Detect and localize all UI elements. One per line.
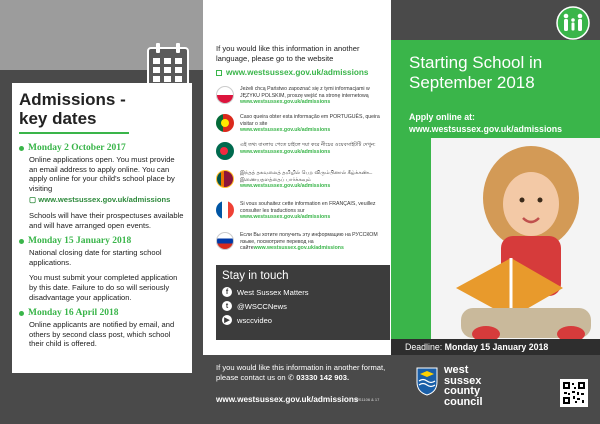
language-row bbox=[216, 86, 390, 106]
twitter-icon: t bbox=[222, 301, 232, 311]
facebook-icon: f bbox=[222, 287, 232, 297]
language-row bbox=[216, 232, 390, 252]
qr-code[interactable] bbox=[560, 379, 588, 407]
language-row-link[interactable]: www.westsussex.gov.uk/admissions bbox=[240, 148, 331, 155]
phone-number[interactable]: 03330 142 903. bbox=[296, 372, 350, 382]
language-row bbox=[216, 201, 390, 221]
key-date-extra: You must submit your completed application by this date. Failure to do so will seriously disadvantage your application. bbox=[29, 273, 178, 302]
deadline-label: Deadline: bbox=[405, 342, 443, 352]
link-icon bbox=[216, 70, 222, 76]
polish-flag-icon bbox=[216, 86, 234, 104]
key-date-text: Online applicants are notified by email, and others by second class post, which school their child is offered. bbox=[29, 320, 175, 349]
language-intro: If you would like this information in another language, please go to the website bbox=[216, 44, 360, 63]
key-date-text: National closing date for starting school applications. bbox=[29, 248, 162, 267]
language-text: Если Вы хотите получить эту информацию на РУССКОМ языке, посмотрите перевод на сайте bbox=[240, 232, 378, 252]
french-flag-icon bbox=[216, 201, 234, 219]
language-row-link[interactable]: www.westsussex.gov.uk/admissions bbox=[240, 214, 331, 221]
family-icon bbox=[556, 6, 590, 40]
key-dates-title-line1: Admissions - bbox=[19, 90, 126, 109]
key-date-item bbox=[19, 236, 184, 302]
key-date-item bbox=[19, 143, 184, 230]
council-logo bbox=[416, 363, 506, 413]
language-row bbox=[216, 114, 390, 134]
contact-text: If you would like this information in another format, please contact us on ✆ 03330 142 903. bbox=[216, 363, 386, 382]
stay-in-touch-box bbox=[216, 265, 390, 340]
language-text: Jeżeli chcą Państwo zapoznać się z tymi informacjami w JĘZYKU POLSKIM, proszę wejść na stronę internetową bbox=[240, 86, 370, 99]
language-row bbox=[216, 142, 390, 160]
footer-url[interactable]: www.westsussex.gov.uk/admissions bbox=[216, 395, 359, 404]
key-dates-title bbox=[19, 90, 129, 134]
council-name: west sussex county council bbox=[444, 364, 483, 408]
cover-title-line1: Starting School in bbox=[409, 53, 543, 72]
admissions-link[interactable]: ▢ www.westsussex.gov.uk/admissions bbox=[29, 195, 171, 205]
council-crest-icon bbox=[416, 366, 438, 396]
bottom-bar bbox=[203, 355, 600, 424]
bullet-icon bbox=[19, 239, 24, 244]
russian-flag-icon bbox=[216, 232, 234, 250]
language-row-link[interactable]: www.westsussex.gov.uk/admissions bbox=[240, 183, 331, 190]
apply-link[interactable]: www.westsussex.gov.uk/admissions bbox=[409, 124, 563, 134]
bangladesh-flag-icon bbox=[216, 142, 234, 160]
deadline-date: Monday 15 January 2018 bbox=[444, 342, 549, 352]
key-date-extra: Schools will have their prospectuses available and will have arranged open events. bbox=[29, 210, 184, 230]
key-date: Monday 15 January 2018 bbox=[28, 236, 132, 247]
cover-title-line2: September 2018 bbox=[409, 73, 535, 92]
language-row-link[interactable]: www.westsussex.gov.uk/admissions bbox=[240, 127, 331, 134]
bullet-icon bbox=[19, 311, 24, 316]
language-row-link[interactable]: www.westsussex.gov.uk/admissions bbox=[253, 245, 344, 252]
key-date-item bbox=[19, 308, 184, 349]
youtube-icon: ▶ bbox=[222, 315, 232, 325]
child-reading-photo bbox=[431, 138, 600, 345]
social-facebook[interactable]: f West Sussex Matters bbox=[222, 287, 384, 297]
language-row-link[interactable]: www.westsussex.gov.uk/admissions bbox=[240, 99, 331, 106]
portuguese-flag-icon bbox=[216, 114, 234, 132]
leaflet-code: WS1106 & 17 bbox=[355, 397, 380, 402]
phone-icon: ✆ bbox=[287, 372, 295, 382]
language-row bbox=[216, 170, 390, 190]
left-panel bbox=[0, 0, 203, 424]
apply-label: Apply online at: bbox=[409, 112, 475, 122]
language-link[interactable]: www.westsussex.gov.uk/admissions bbox=[216, 68, 368, 77]
bullet-icon bbox=[19, 146, 24, 151]
language-text: Caso queira obter esta informação em PORTUGUÊS, queira visitar o site bbox=[240, 114, 380, 127]
key-dates-title-line2: key dates bbox=[19, 109, 97, 128]
key-date: Monday 2 October 2017 bbox=[28, 143, 126, 153]
key-dates-card bbox=[12, 83, 192, 373]
stay-in-touch-title: Stay in touch bbox=[222, 270, 289, 282]
language-text: இந்தத் தகவலைத் தமிழில் பெற விரும்பினால் கீழ்க்கண்ட இணையதளத்தைப் பார்க்கவும் bbox=[240, 170, 373, 183]
language-text: এই তথ্য বাংলায় পেতে চাইলে দয়া করে নীচের ওয়েবসাইটটি দেখুন: bbox=[240, 142, 376, 148]
social-twitter[interactable]: t @WSCCNews bbox=[222, 301, 384, 311]
key-date-text: Online applications open. You must provide an email address to apply online. You can apply online for your child's school place by visiting bbox=[29, 155, 175, 193]
apply-online[interactable] bbox=[409, 111, 562, 135]
bottom-left-band bbox=[0, 378, 203, 424]
sri-lanka-flag-icon bbox=[216, 170, 234, 188]
cover-title bbox=[409, 53, 599, 93]
social-youtube[interactable]: ▶ wsccvideo bbox=[222, 315, 384, 325]
cover-panel bbox=[391, 0, 600, 355]
key-date: Monday 16 April 2018 bbox=[28, 308, 119, 319]
deadline-bar bbox=[391, 339, 600, 355]
language-text: Si vous souhaitez cette information en FRANÇAIS, veuillez consulter les traductions sur bbox=[240, 201, 376, 214]
